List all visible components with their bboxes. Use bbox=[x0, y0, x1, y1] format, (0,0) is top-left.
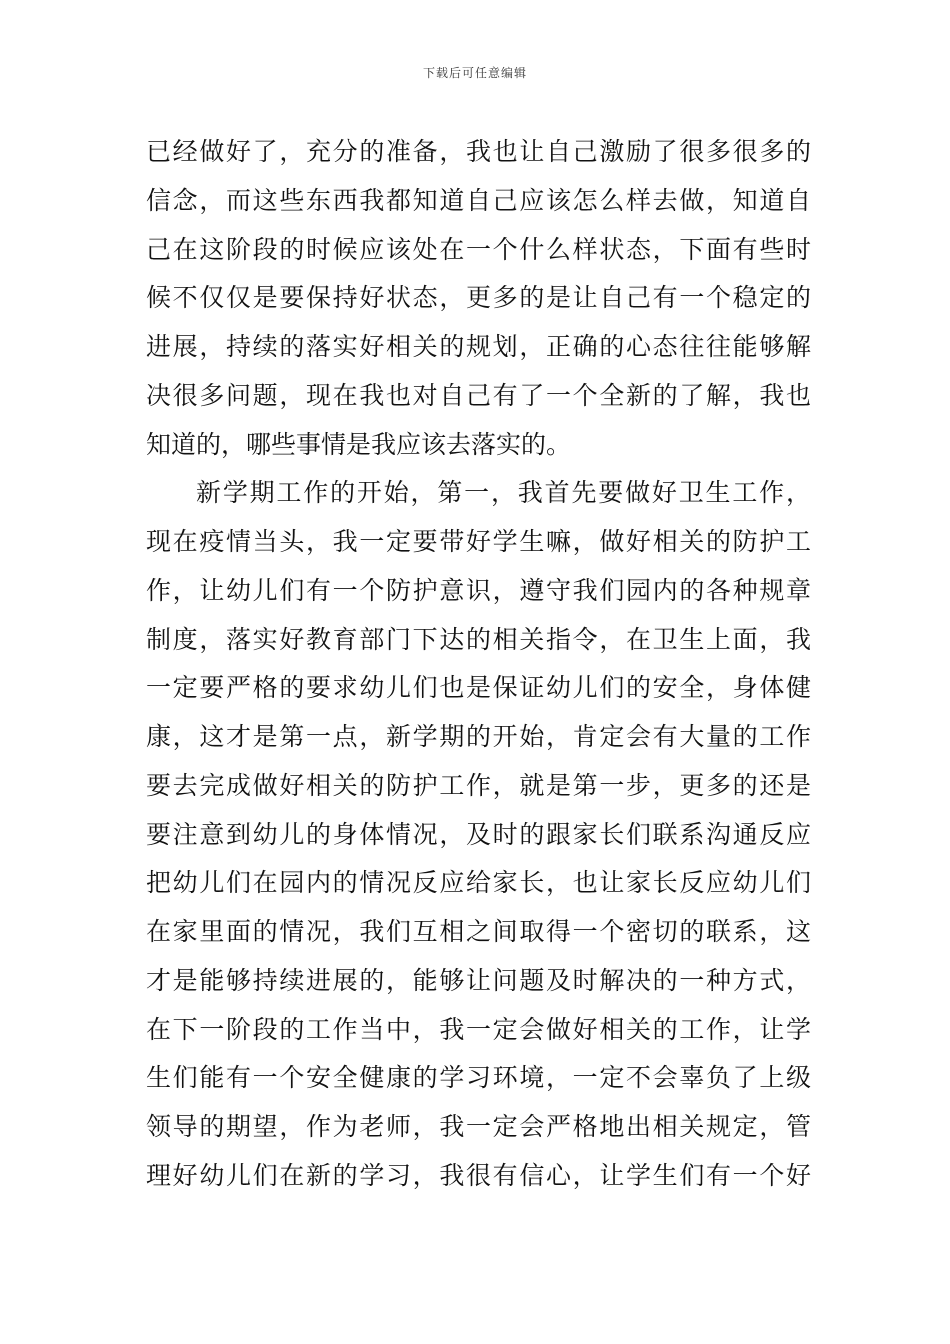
text-line: 己在这阶段的时候应该处在一个什么样状态，下面有些时 bbox=[146, 234, 811, 264]
text-line: 知道的，哪些事情是我应该去落实的。 bbox=[146, 429, 572, 459]
text-line: 已经做好了，充分的准备，我也让自己激励了很多很多的 bbox=[146, 137, 811, 166]
text-line: 要注意到幼儿的身体情况，及时的跟家长们联系沟通反应 bbox=[146, 819, 811, 849]
text-line: 制度，落实好教育部门下达的相关指令，在卫生上面，我 bbox=[146, 624, 811, 654]
text-line: 把幼儿们在园内的情况反应给家长，也让家长反应幼儿们 bbox=[146, 868, 811, 898]
text-line: 决很多问题，现在我也对自己有了一个全新的了解，我也 bbox=[146, 380, 811, 410]
text-line: 现在疫情当头，我一定要带好学生嘛，做好相关的防护工 bbox=[146, 527, 811, 556]
text-line: 作，让幼儿们有一个防护意识，遵守我们园内的各种规章 bbox=[146, 575, 811, 605]
page-header: 下载后可任意编辑 bbox=[422, 66, 527, 80]
text-line: 一定要严格的要求幼儿们也是保证幼儿们的安全，身体健 bbox=[146, 673, 811, 703]
text-line: 进展，持续的落实好相关的规划，正确的心态往往能够解 bbox=[146, 332, 811, 361]
text-line: 在下一阶段的工作当中，我一定会做好相关的工作，让学 bbox=[146, 1014, 811, 1044]
text-line: 才是能够持续进展的，能够让问题及时解决的一种方式， bbox=[146, 965, 811, 995]
text-line: 新学期工作的开始，第一，我首先要做好卫生工作， bbox=[196, 478, 811, 508]
text-line: 领导的期望，作为老师，我一定会严格地出相关规定，管 bbox=[146, 1112, 811, 1141]
text-line: 候不仅仅是要保持好状态，更多的是让自己有一个稳定的 bbox=[146, 283, 811, 313]
document-body bbox=[146, 128, 811, 1201]
text-line: 生们能有一个安全健康的学习环境，一定不会辜负了上级 bbox=[146, 1063, 811, 1093]
text-line: 理好幼儿们在新的学习，我很有信心，让学生们有一个好 bbox=[146, 1160, 811, 1190]
text-line: 在家里面的情况，我们互相之间取得一个密切的联系，这 bbox=[146, 917, 811, 946]
text-line: 要去完成做好相关的防护工作，就是第一步，更多的还是 bbox=[146, 770, 811, 800]
text-line: 信念，而这些东西我都知道自己应该怎么样去做，知道自 bbox=[146, 185, 811, 215]
text-line: 康，这才是第一点，新学期的开始，肯定会有大量的工作 bbox=[146, 722, 811, 751]
